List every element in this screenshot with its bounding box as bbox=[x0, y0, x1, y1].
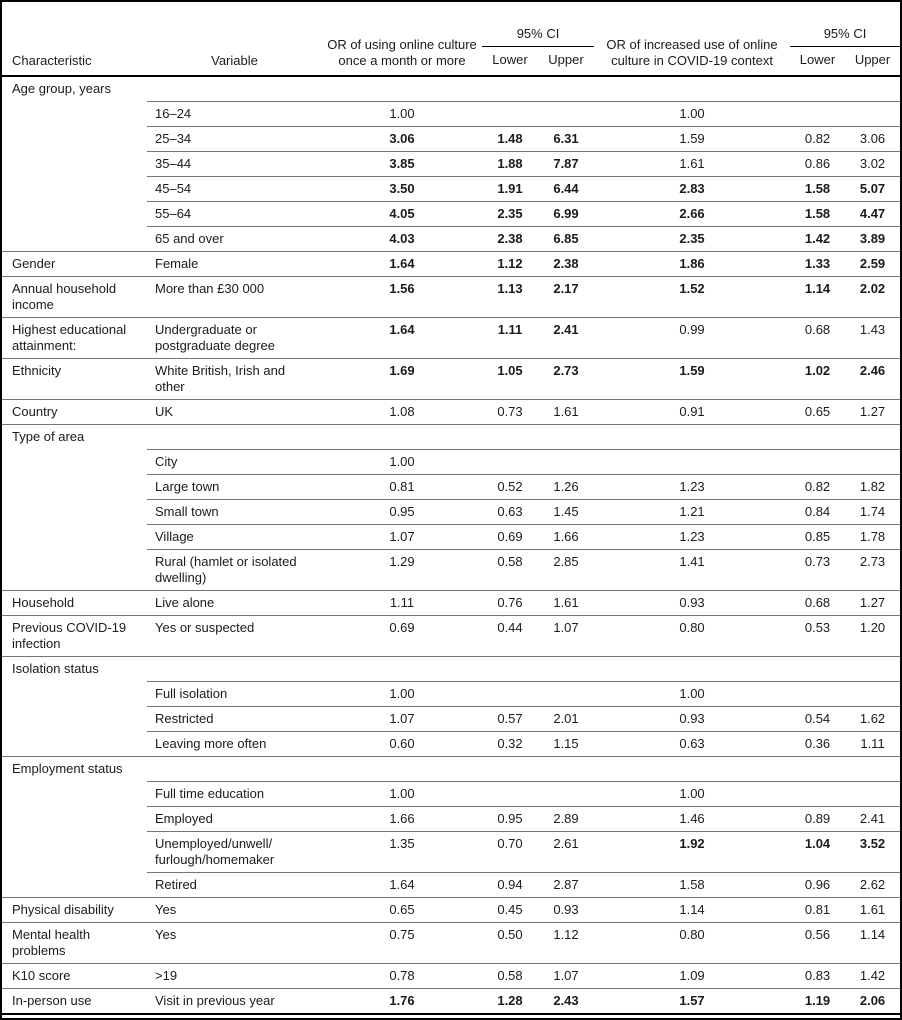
variable-cell: Rural (hamlet or isolated dwelling) bbox=[147, 550, 322, 591]
ci2-upper-cell bbox=[845, 782, 900, 807]
characteristic-cell: Household bbox=[2, 591, 147, 616]
ci1-lower-cell: 1.91 bbox=[482, 177, 538, 202]
ci2-upper-cell: 1.62 bbox=[845, 707, 900, 732]
characteristic-cell bbox=[2, 732, 147, 757]
characteristic-cell: In-person use bbox=[2, 989, 147, 1015]
ci2-upper-cell: 1.82 bbox=[845, 475, 900, 500]
ci2-upper-cell: 4.47 bbox=[845, 202, 900, 227]
ci1-upper-cell: 2.73 bbox=[538, 359, 594, 400]
or2-cell: 0.91 bbox=[594, 400, 790, 425]
col-header-ci1-lower: Lower bbox=[482, 47, 538, 77]
characteristic-cell: Annual household income bbox=[2, 277, 147, 318]
ci2-upper-cell: 2.41 bbox=[845, 807, 900, 832]
ci1-upper-cell: 2.41 bbox=[538, 318, 594, 359]
ci2-upper-cell bbox=[845, 450, 900, 475]
data-row bbox=[2, 127, 900, 152]
ci1-upper-cell bbox=[538, 102, 594, 127]
data-row bbox=[2, 807, 900, 832]
ci2-lower-cell: 1.04 bbox=[790, 832, 845, 873]
ci1-lower-cell: 0.44 bbox=[482, 616, 538, 657]
variable-cell: Visit in previous year bbox=[147, 989, 322, 1015]
ci2-lower-cell: 1.58 bbox=[790, 202, 845, 227]
or1-cell: 0.81 bbox=[322, 475, 482, 500]
data-row bbox=[2, 525, 900, 550]
ci2-upper-cell: 2.59 bbox=[845, 252, 900, 277]
section-row bbox=[2, 76, 900, 102]
ci1-upper-cell: 2.87 bbox=[538, 873, 594, 898]
or1-cell: 1.56 bbox=[322, 277, 482, 318]
data-row bbox=[2, 732, 900, 757]
ci1-lower-cell: 0.70 bbox=[482, 832, 538, 873]
ci1-upper-cell: 1.15 bbox=[538, 732, 594, 757]
ci2-upper-cell: 1.74 bbox=[845, 500, 900, 525]
characteristic-cell: Physical disability bbox=[2, 898, 147, 923]
or2-cell: 0.99 bbox=[594, 318, 790, 359]
ci1-lower-cell: 1.13 bbox=[482, 277, 538, 318]
ci1-lower-cell: 0.52 bbox=[482, 475, 538, 500]
variable-cell: Leaving more often bbox=[147, 732, 322, 757]
or2-cell: 1.00 bbox=[594, 682, 790, 707]
characteristic-cell bbox=[2, 682, 147, 707]
ci2-upper-cell: 1.43 bbox=[845, 318, 900, 359]
ci1-upper-cell: 6.85 bbox=[538, 227, 594, 252]
variable-cell: Small town bbox=[147, 500, 322, 525]
col-header-variable: Variable bbox=[147, 2, 322, 76]
or1-cell: 1.66 bbox=[322, 807, 482, 832]
characteristic-cell bbox=[2, 550, 147, 591]
characteristic-cell bbox=[2, 127, 147, 152]
characteristic-cell bbox=[2, 707, 147, 732]
ci2-upper-cell: 3.52 bbox=[845, 832, 900, 873]
characteristic-cell bbox=[2, 500, 147, 525]
variable-cell: Female bbox=[147, 252, 322, 277]
ci1-upper-cell: 2.89 bbox=[538, 807, 594, 832]
or1-cell: 3.50 bbox=[322, 177, 482, 202]
data-row bbox=[2, 359, 900, 400]
or2-cell: 1.23 bbox=[594, 525, 790, 550]
or2-cell: 0.63 bbox=[594, 732, 790, 757]
or1-cell: 4.03 bbox=[322, 227, 482, 252]
or1-cell: 0.69 bbox=[322, 616, 482, 657]
ci2-lower-cell: 1.42 bbox=[790, 227, 845, 252]
variable-cell: Yes or suspected bbox=[147, 616, 322, 657]
or2-cell: 1.59 bbox=[594, 127, 790, 152]
or1-cell: 1.00 bbox=[322, 102, 482, 127]
ci1-upper-cell: 2.01 bbox=[538, 707, 594, 732]
data-row bbox=[2, 102, 900, 127]
ci1-upper-cell: 0.93 bbox=[538, 898, 594, 923]
ci1-lower-cell: 0.94 bbox=[482, 873, 538, 898]
data-row bbox=[2, 923, 900, 964]
ci1-lower-cell: 0.57 bbox=[482, 707, 538, 732]
or1-cell: 1.64 bbox=[322, 873, 482, 898]
data-row bbox=[2, 277, 900, 318]
ci1-lower-cell bbox=[482, 450, 538, 475]
ci1-lower-cell: 0.63 bbox=[482, 500, 538, 525]
section-label: Age group, years bbox=[12, 81, 112, 96]
variable-cell: 65 and over bbox=[147, 227, 322, 252]
ci1-lower-cell: 2.35 bbox=[482, 202, 538, 227]
data-row bbox=[2, 782, 900, 807]
ci1-lower-cell: 1.28 bbox=[482, 989, 538, 1015]
or2-cell: 2.83 bbox=[594, 177, 790, 202]
data-row bbox=[2, 318, 900, 359]
or2-cell: 0.93 bbox=[594, 707, 790, 732]
ci1-lower-cell bbox=[482, 682, 538, 707]
col-header-ci1-upper: Upper bbox=[538, 47, 594, 77]
ci1-upper-cell: 7.87 bbox=[538, 152, 594, 177]
ci1-upper-cell: 1.61 bbox=[538, 591, 594, 616]
or1-cell: 1.08 bbox=[322, 400, 482, 425]
ci2-upper-cell: 2.73 bbox=[845, 550, 900, 591]
or2-cell: 1.86 bbox=[594, 252, 790, 277]
or2-cell: 0.80 bbox=[594, 923, 790, 964]
data-row bbox=[2, 475, 900, 500]
characteristic-cell: Gender bbox=[2, 252, 147, 277]
or2-cell: 2.35 bbox=[594, 227, 790, 252]
variable-cell: White British, Irish and other bbox=[147, 359, 322, 400]
variable-cell: Full isolation bbox=[147, 682, 322, 707]
data-row bbox=[2, 400, 900, 425]
ci1-upper-cell: 1.61 bbox=[538, 400, 594, 425]
ci2-upper-cell: 1.11 bbox=[845, 732, 900, 757]
or2-cell: 2.66 bbox=[594, 202, 790, 227]
characteristic-cell: Highest educational attainment: bbox=[2, 318, 147, 359]
data-row bbox=[2, 227, 900, 252]
results-table bbox=[2, 2, 900, 1015]
ci2-lower-cell: 0.65 bbox=[790, 400, 845, 425]
ci2-upper-cell: 1.61 bbox=[845, 898, 900, 923]
ci1-upper-cell bbox=[538, 782, 594, 807]
ci1-upper-cell: 6.31 bbox=[538, 127, 594, 152]
data-row bbox=[2, 707, 900, 732]
variable-cell: City bbox=[147, 450, 322, 475]
ci1-lower-cell: 1.12 bbox=[482, 252, 538, 277]
ci2-lower-cell bbox=[790, 682, 845, 707]
ci2-lower-cell: 0.83 bbox=[790, 964, 845, 989]
ci2-upper-cell: 2.06 bbox=[845, 989, 900, 1015]
or1-cell: 1.00 bbox=[322, 450, 482, 475]
variable-cell: Yes bbox=[147, 923, 322, 964]
ci1-lower-cell: 1.88 bbox=[482, 152, 538, 177]
characteristic-cell bbox=[2, 873, 147, 898]
ci2-lower-cell: 0.82 bbox=[790, 127, 845, 152]
ci1-lower-cell: 2.38 bbox=[482, 227, 538, 252]
ci2-upper-cell: 3.89 bbox=[845, 227, 900, 252]
ci1-upper-cell: 2.43 bbox=[538, 989, 594, 1015]
or1-cell: 1.64 bbox=[322, 252, 482, 277]
section-label: Employment status bbox=[2, 757, 900, 782]
or1-cell: 3.06 bbox=[322, 127, 482, 152]
or1-cell: 1.35 bbox=[322, 832, 482, 873]
or2-cell: 1.58 bbox=[594, 873, 790, 898]
or1-cell: 0.75 bbox=[322, 923, 482, 964]
or2-cell: 1.52 bbox=[594, 277, 790, 318]
or1-cell: 1.64 bbox=[322, 318, 482, 359]
or1-cell: 1.07 bbox=[322, 525, 482, 550]
variable-cell: Full time education bbox=[147, 782, 322, 807]
ci1-upper-cell bbox=[538, 682, 594, 707]
ci1-upper-cell: 6.99 bbox=[538, 202, 594, 227]
or2-cell: 1.00 bbox=[594, 782, 790, 807]
ci2-lower-cell: 0.68 bbox=[790, 318, 845, 359]
ci1-lower-cell: 1.05 bbox=[482, 359, 538, 400]
variable-cell: 55–64 bbox=[147, 202, 322, 227]
ci1-lower-cell: 0.58 bbox=[482, 550, 538, 591]
ci2-upper-cell bbox=[845, 102, 900, 127]
ci1-lower-cell: 1.11 bbox=[482, 318, 538, 359]
ci2-upper-cell: 3.02 bbox=[845, 152, 900, 177]
data-row bbox=[2, 591, 900, 616]
or1-cell: 0.95 bbox=[322, 500, 482, 525]
variable-cell: >19 bbox=[147, 964, 322, 989]
or1-cell: 1.07 bbox=[322, 707, 482, 732]
ci2-lower-cell: 0.53 bbox=[790, 616, 845, 657]
characteristic-cell: Previous COVID-19 infection bbox=[2, 616, 147, 657]
ci2-lower-cell: 0.84 bbox=[790, 500, 845, 525]
ci1-upper-cell: 1.66 bbox=[538, 525, 594, 550]
data-row bbox=[2, 152, 900, 177]
variable-cell: Restricted bbox=[147, 707, 322, 732]
ci1-upper-cell: 2.85 bbox=[538, 550, 594, 591]
ci2-lower-cell bbox=[790, 782, 845, 807]
ci1-upper-cell: 1.26 bbox=[538, 475, 594, 500]
section-label: Isolation status bbox=[2, 657, 900, 682]
ci1-upper-cell: 1.45 bbox=[538, 500, 594, 525]
ci2-lower-cell: 0.81 bbox=[790, 898, 845, 923]
data-row bbox=[2, 682, 900, 707]
or2-cell: 1.92 bbox=[594, 832, 790, 873]
or1-cell: 3.85 bbox=[322, 152, 482, 177]
ci2-lower-cell: 0.86 bbox=[790, 152, 845, 177]
data-row bbox=[2, 898, 900, 923]
data-row bbox=[2, 202, 900, 227]
data-row bbox=[2, 832, 900, 873]
variable-cell: 45–54 bbox=[147, 177, 322, 202]
characteristic-cell bbox=[2, 475, 147, 500]
or1-cell: 4.05 bbox=[322, 202, 482, 227]
ci1-lower-cell: 1.48 bbox=[482, 127, 538, 152]
or1-cell: 1.29 bbox=[322, 550, 482, 591]
variable-cell: 16–24 bbox=[147, 102, 322, 127]
ci1-lower-cell bbox=[482, 782, 538, 807]
variable-cell: Undergraduate or postgraduate degree bbox=[147, 318, 322, 359]
ci2-lower-cell: 0.85 bbox=[790, 525, 845, 550]
section-row bbox=[2, 657, 900, 682]
ci2-lower-cell bbox=[790, 450, 845, 475]
or1-cell: 0.78 bbox=[322, 964, 482, 989]
data-row bbox=[2, 500, 900, 525]
or2-cell: 1.09 bbox=[594, 964, 790, 989]
or2-cell: 1.61 bbox=[594, 152, 790, 177]
characteristic-cell: Ethnicity bbox=[2, 359, 147, 400]
ci2-lower-cell bbox=[790, 102, 845, 127]
or1-cell: 0.65 bbox=[322, 898, 482, 923]
ci2-lower-cell: 0.96 bbox=[790, 873, 845, 898]
or2-cell: 0.80 bbox=[594, 616, 790, 657]
variable-cell: Employed bbox=[147, 807, 322, 832]
or2-cell: 1.21 bbox=[594, 500, 790, 525]
data-row bbox=[2, 252, 900, 277]
ci1-upper-cell: 1.07 bbox=[538, 964, 594, 989]
or1-cell: 1.00 bbox=[322, 682, 482, 707]
ci1-upper-cell bbox=[538, 450, 594, 475]
data-row bbox=[2, 989, 900, 1015]
data-row bbox=[2, 873, 900, 898]
or1-cell: 0.60 bbox=[322, 732, 482, 757]
variable-cell: Yes bbox=[147, 898, 322, 923]
or1-cell: 1.11 bbox=[322, 591, 482, 616]
section-label: Type of area bbox=[2, 425, 900, 450]
col-header-ci2: 95% CI bbox=[790, 2, 900, 47]
ci1-upper-cell: 2.38 bbox=[538, 252, 594, 277]
characteristic-cell: K10 score bbox=[2, 964, 147, 989]
or2-cell: 1.57 bbox=[594, 989, 790, 1015]
variable-cell: 35–44 bbox=[147, 152, 322, 177]
ci2-lower-cell: 0.54 bbox=[790, 707, 845, 732]
or2-cell: 1.41 bbox=[594, 550, 790, 591]
or2-cell bbox=[594, 450, 790, 475]
or2-cell: 1.59 bbox=[594, 359, 790, 400]
header-row-main bbox=[2, 2, 900, 47]
variable-cell: UK bbox=[147, 400, 322, 425]
ci1-lower-cell: 0.76 bbox=[482, 591, 538, 616]
ci2-lower-cell: 1.02 bbox=[790, 359, 845, 400]
ci1-lower-cell bbox=[482, 102, 538, 127]
ci2-upper-cell: 1.27 bbox=[845, 400, 900, 425]
table-body bbox=[2, 76, 900, 1014]
ci1-lower-cell: 0.50 bbox=[482, 923, 538, 964]
ci2-lower-cell: 1.58 bbox=[790, 177, 845, 202]
or1-cell: 1.76 bbox=[322, 989, 482, 1015]
data-row bbox=[2, 450, 900, 475]
or2-cell: 1.46 bbox=[594, 807, 790, 832]
ci1-upper-cell: 6.44 bbox=[538, 177, 594, 202]
characteristic-cell: Mental health problems bbox=[2, 923, 147, 964]
ci2-lower-cell: 1.14 bbox=[790, 277, 845, 318]
characteristic-cell: Country bbox=[2, 400, 147, 425]
ci2-upper-cell: 3.06 bbox=[845, 127, 900, 152]
ci1-lower-cell: 0.45 bbox=[482, 898, 538, 923]
or2-cell: 1.14 bbox=[594, 898, 790, 923]
variable-cell: Village bbox=[147, 525, 322, 550]
characteristic-cell bbox=[2, 227, 147, 252]
ci1-upper-cell: 2.61 bbox=[538, 832, 594, 873]
ci2-upper-cell: 1.42 bbox=[845, 964, 900, 989]
ci2-upper-cell: 1.78 bbox=[845, 525, 900, 550]
or1-cell: 1.00 bbox=[322, 782, 482, 807]
ci2-upper-cell bbox=[845, 682, 900, 707]
characteristic-cell bbox=[2, 450, 147, 475]
ci1-upper-cell: 2.17 bbox=[538, 277, 594, 318]
ci2-lower-cell: 0.82 bbox=[790, 475, 845, 500]
table-header bbox=[2, 2, 900, 76]
characteristic-cell bbox=[2, 152, 147, 177]
data-row bbox=[2, 964, 900, 989]
ci1-upper-cell: 1.12 bbox=[538, 923, 594, 964]
ci2-upper-cell: 5.07 bbox=[845, 177, 900, 202]
variable-cell: Unemployed/unwell/​furlough/homemaker bbox=[147, 832, 322, 873]
ci2-lower-cell: 0.68 bbox=[790, 591, 845, 616]
variable-cell: Retired bbox=[147, 873, 322, 898]
data-row bbox=[2, 177, 900, 202]
variable-cell: 25–34 bbox=[147, 127, 322, 152]
section-row bbox=[2, 757, 900, 782]
ci1-lower-cell: 0.58 bbox=[482, 964, 538, 989]
ci2-upper-cell: 2.62 bbox=[845, 873, 900, 898]
variable-cell: Live alone bbox=[147, 591, 322, 616]
ci2-upper-cell: 2.46 bbox=[845, 359, 900, 400]
or2-cell: 0.93 bbox=[594, 591, 790, 616]
col-header-characteristic: Characteristic bbox=[2, 2, 147, 76]
ci1-upper-cell: 1.07 bbox=[538, 616, 594, 657]
variable-cell: More than £30 000 bbox=[147, 277, 322, 318]
ci1-lower-cell: 0.69 bbox=[482, 525, 538, 550]
characteristic-cell bbox=[2, 807, 147, 832]
characteristic-cell bbox=[2, 177, 147, 202]
variable-cell: Large town bbox=[147, 475, 322, 500]
col-header-or-monthly-use: OR of using online culture once a month or more bbox=[322, 2, 482, 76]
ci2-lower-cell: 0.89 bbox=[790, 807, 845, 832]
section-row bbox=[2, 425, 900, 450]
ci1-lower-cell: 0.95 bbox=[482, 807, 538, 832]
ci2-lower-cell: 0.36 bbox=[790, 732, 845, 757]
col-header-ci2-upper: Upper bbox=[845, 47, 900, 77]
ci2-upper-cell: 1.27 bbox=[845, 591, 900, 616]
characteristic-cell bbox=[2, 782, 147, 807]
ci2-upper-cell: 2.02 bbox=[845, 277, 900, 318]
ci2-lower-cell: 1.19 bbox=[790, 989, 845, 1015]
col-header-or-increased-use: OR of increased use of online culture in COVID-19 context bbox=[594, 2, 790, 76]
ci2-upper-cell: 1.14 bbox=[845, 923, 900, 964]
characteristic-cell bbox=[2, 102, 147, 127]
ci2-lower-cell: 0.56 bbox=[790, 923, 845, 964]
or1-cell: 1.69 bbox=[322, 359, 482, 400]
ci2-lower-cell: 0.73 bbox=[790, 550, 845, 591]
or2-cell: 1.23 bbox=[594, 475, 790, 500]
ci2-lower-cell: 1.33 bbox=[790, 252, 845, 277]
characteristic-cell bbox=[2, 202, 147, 227]
data-row bbox=[2, 550, 900, 591]
ci1-lower-cell: 0.32 bbox=[482, 732, 538, 757]
characteristic-cell bbox=[2, 832, 147, 873]
data-row bbox=[2, 616, 900, 657]
ci2-upper-cell: 1.20 bbox=[845, 616, 900, 657]
ci1-lower-cell: 0.73 bbox=[482, 400, 538, 425]
col-header-ci2-lower: Lower bbox=[790, 47, 845, 77]
characteristic-cell bbox=[2, 525, 147, 550]
col-header-ci1: 95% CI bbox=[482, 2, 594, 47]
or2-cell: 1.00 bbox=[594, 102, 790, 127]
